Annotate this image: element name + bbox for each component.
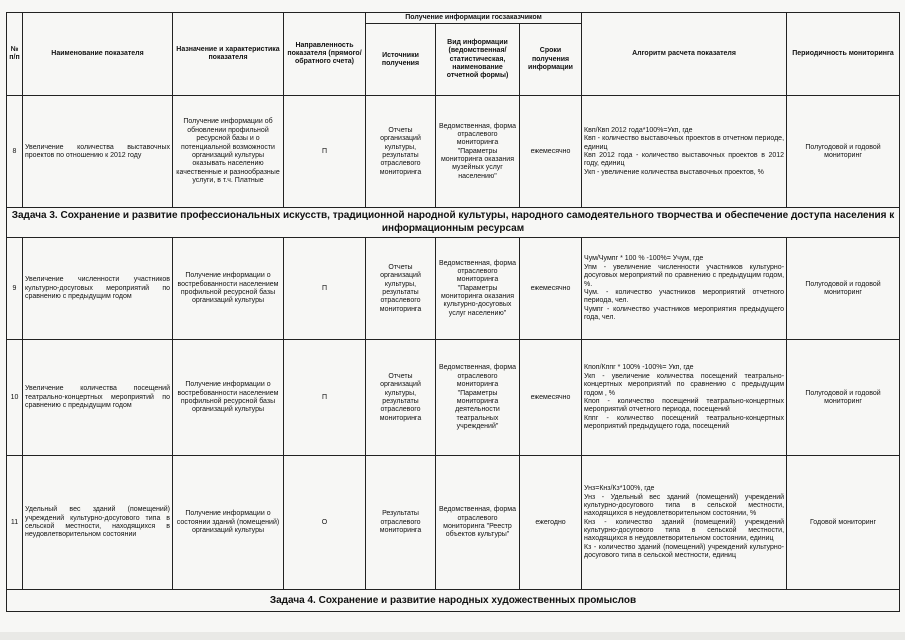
row-direction: О bbox=[284, 456, 366, 590]
row-sources: Результаты отраслевого мониторинга bbox=[366, 456, 436, 590]
algorithm-line: Упм - увеличение численности участников культурно-досуговых мероприятий по сравнению с предыдущим годом, %. bbox=[584, 263, 785, 288]
algorithm-formula: Чум/Чумпг * 100 % -100%= Учум, где bbox=[584, 255, 704, 263]
row-direction: П bbox=[284, 340, 366, 456]
table-row bbox=[7, 238, 900, 340]
table-row bbox=[7, 96, 900, 208]
row-periodicity: Полугодовой и годовой мониторинг bbox=[787, 340, 900, 456]
row-name: Увеличение численности участников культурно-досуговых мероприятий по сравнению с предыдущим годом bbox=[23, 238, 173, 340]
row-num: 9 bbox=[7, 238, 23, 340]
row-periodicity: Годовой мониторинг bbox=[787, 456, 900, 590]
algorithm-line: Кнз - количество зданий (помещений) учреждений культурно-досугового типа в сельской местности, находящихся в неудовлетворительном состоянии, единиц bbox=[584, 518, 785, 543]
row-info-type: Ведомственная, форма отраслевого мониторинга "Реестр объектов культуры" bbox=[436, 456, 520, 590]
algorithm-formula: Унз=Кнз/Кз*100%, где bbox=[584, 485, 655, 493]
indicator-table bbox=[6, 12, 900, 612]
row-deadline: ежемесячно bbox=[520, 238, 582, 340]
row-periodicity: Полугодовой и годовой мониторинг bbox=[787, 238, 900, 340]
row-sources: Отчеты организаций культуры, результаты отраслевого мониторинга bbox=[366, 238, 436, 340]
row-purpose: Получение информации об обновлении профильной ресурсной базы и о потенциальной возможности организаций культуры оказывать населению качественные и разнообразные услуги, в т.ч. Платные bbox=[173, 96, 284, 208]
row-num: 8 bbox=[7, 96, 23, 208]
algorithm-formula: Квп/Квп 2012 года*100%=Укп, где bbox=[584, 126, 693, 134]
algorithm-line: Кз - количество зданий (помещений) учреждений культурно-досугового типа в сельской местности, единиц bbox=[584, 543, 785, 560]
table-row bbox=[7, 456, 900, 590]
table-row bbox=[7, 340, 900, 456]
row-purpose: Получение информации о состоянии зданий (помещений) организаций культуры bbox=[173, 456, 284, 590]
row-info-type: Ведомственная, форма отраслевого мониторинга "Параметры мониторинга деятельности театральных учреждений" bbox=[436, 340, 520, 456]
row-purpose: Получение информации о востребованности населением профильной ресурсной базы организаций культуры bbox=[173, 340, 284, 456]
algorithm-formula: Кпоп/Кппг * 100% -100%= Укп, где bbox=[584, 364, 694, 372]
algorithm-line: Квп 2012 года - количество выставочных проектов в 2012 году, единиц bbox=[584, 151, 785, 168]
algorithm-line: Унз - Удельный вес зданий (помещений) учреждений культурно-досугового типа в сельской местности, находящихся в неудовлетворительном состоянии, % bbox=[584, 493, 785, 518]
row-deadline: ежемесячно bbox=[520, 340, 582, 456]
algorithm-line: Чумпг - количество участников мероприятия предыдущего года, чел. bbox=[584, 305, 785, 322]
header-sources: Источники получения bbox=[366, 24, 436, 96]
row-direction: П bbox=[284, 238, 366, 340]
algorithm-line: Кпоп - количество посещений театрально-концертных мероприятий отчетного периода, посещений bbox=[584, 397, 785, 414]
header-num: № п/п bbox=[7, 13, 23, 96]
task-row bbox=[7, 590, 900, 612]
header-purpose: Назначение и характеристика показателя bbox=[173, 13, 284, 96]
header-info-type: Вид информации (ведомственная/ статистическая, наименование отчетной формы) bbox=[436, 24, 520, 96]
row-deadline: ежемесячно bbox=[520, 96, 582, 208]
row-algorithm bbox=[582, 238, 787, 340]
row-direction: П bbox=[284, 96, 366, 208]
row-info-type: Ведомственная, форма отраслевого мониторинга "Параметры мониторинга оказания культурно-досуговых услуг населению" bbox=[436, 238, 520, 340]
algorithm-line: Укп - увеличение количества посещений театрально-концертных мероприятий по сравнению с предыдущим годом , % bbox=[584, 372, 785, 397]
row-purpose: Получение информации о востребованности населением профильной ресурсной базы организаций культуры bbox=[173, 238, 284, 340]
algorithm-line: Кппг - количество посещений театрально-концертных мероприятий предыдущего года, посещений bbox=[584, 414, 785, 431]
row-algorithm bbox=[582, 340, 787, 456]
header-algorithm: Алгоритм расчета показателя bbox=[582, 13, 787, 96]
algorithm-line: Укп - увеличение количества выставочных проектов, % bbox=[584, 168, 764, 176]
row-info-type: Ведомственная, форма отраслевого мониторинга "Параметры мониторинга оказания музейных услуг населению" bbox=[436, 96, 520, 208]
page-bottom-edge bbox=[0, 632, 905, 640]
header-direction: Направленность показателя (прямого/ обратного счета) bbox=[284, 13, 366, 96]
row-name: Удельный вес зданий (помещений) учреждений культурно-досугового типа в сельской местности, находящихся в неудовлетворительном состоянии bbox=[23, 456, 173, 590]
algorithm-line: Чум. - количество участников мероприятий отчетного периода, чел. bbox=[584, 288, 785, 305]
row-num: 10 bbox=[7, 340, 23, 456]
header-group: Получение информации госзаказчиком bbox=[366, 13, 582, 24]
row-num: 11 bbox=[7, 456, 23, 590]
header-deadline: Сроки получения информации bbox=[520, 24, 582, 96]
algorithm-line: Квп - количество выставочных проектов в отчетном периоде, единиц bbox=[584, 135, 785, 151]
header-periodicity: Периодичность мониторинга bbox=[787, 13, 900, 96]
row-algorithm bbox=[582, 96, 787, 208]
row-sources: Отчеты организаций культуры, результаты отраслевого мониторинга bbox=[366, 96, 436, 208]
task-3-heading: Задача 3. Сохранение и развитие профессиональных искусств, традиционной народной культуры, народного самодеятельного творчества и обеспечение доступа населения к информационным ресурсам bbox=[7, 208, 900, 238]
row-name: Увеличение количества выставочных проектов по отношению к 2012 году bbox=[23, 96, 173, 208]
header-name: Наименование показателя bbox=[23, 13, 173, 96]
row-name: Увеличение количества посещений театрально-концертных мероприятий по сравнению с предыдущим годом bbox=[23, 340, 173, 456]
row-algorithm bbox=[582, 456, 787, 590]
task-row bbox=[7, 208, 900, 238]
row-periodicity: Полугодовой и годовой мониторинг bbox=[787, 96, 900, 208]
row-sources: Отчеты организаций культуры, результаты отраслевого мониторинга bbox=[366, 340, 436, 456]
row-deadline: ежегодно bbox=[520, 456, 582, 590]
task-4-heading: Задача 4. Сохранение и развитие народных художественных промыслов bbox=[7, 590, 900, 612]
